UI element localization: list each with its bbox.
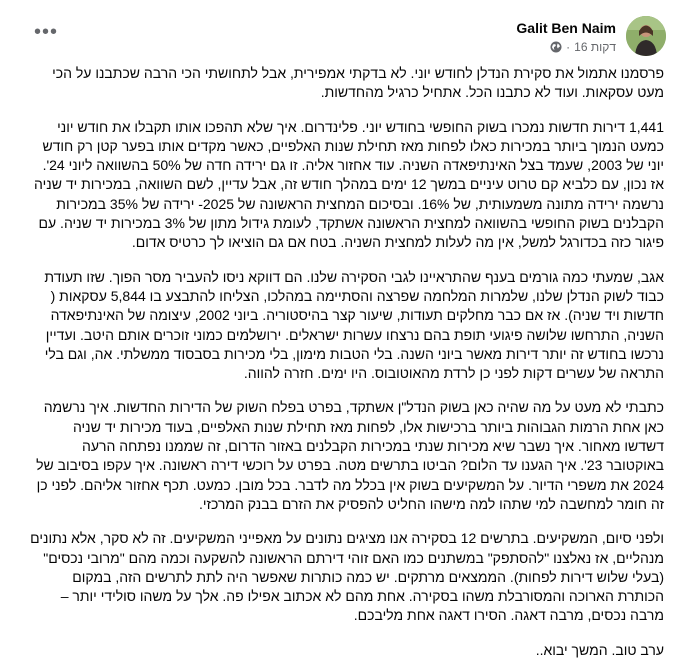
post-paragraph: פרסמנו אתמול את סקירת הנדלן לחודש יוני. לא בדקתי אמפירית, אבל לתחושתי הכי הרבה שכתבנו על הכי מעט עסקאות. ועוד לא כתבנו הכל. אתחיל כרגיל מהחדשות.: [52, 65, 664, 101]
more-options-button[interactable]: [28, 20, 64, 44]
globe-icon[interactable]: [550, 41, 562, 53]
more-horizontal-icon: •••: [33, 20, 58, 43]
post-body: [14, 64, 680, 660]
post-paragraph: ערב טוב. המשך יבוא..: [535, 641, 664, 658]
post-paragraph: ולפני סיום, המשקיעים. בתרשים 12 בסקירה אנו מציגים נתונים על מאפייני המשקיעים. זה לא סקר, אלא נתונים מנהליים, אז נאלצנו "להסתפק" במשתנים כמו האם זוהי דירתם הראשונה להשקעה וכמה מהם "מרובי נכסים" (בעלי שלוש דירות לפחות). הממצאים מרתקים. יש כמה כותרות שאפשר היה לתת לתרשים הזה, במקום הכותרת הארוכה והמסורבלת משהו בסקירה. אחת מהם לא אכתוב אפילו פה. אלך על משהו סולידי יותר – מרבה נכסים, מרבה דאגה. הסירו דאגה אחת מליבכם.: [30, 530, 664, 624]
post-paragraph: אגב, שמעתי כמה גורמים בענף שהתראיינו לגבי הסקירה שלנו. הם דווקא ניסו להעביר מסר הפוך. שזו תעודת כבוד לשוק הנדלן שלנו, שלמרות המלחמה שפרצה והסתיימה במהלכו, הצליחו להתבצע בו 5,844 עסקאות ( חדשות ויד שניה). אז אם כבר מחלקים תעודות, שיעור קצר בהיסטוריה. ביוני 2002, עיצומה של האינתיפאדה השניה, התרחשו שלושה פיגועי תופת בהם נרצחו עשרות ישראלים. ירושלמים כמוני זוכרים אותם היטב. ועדיין נרכשו בחודש זה יותר דירות מאשר ביוני השנה. בלי הטבות מימון, בלי מכירות בסבסוד ממשלתי. אה, וגם בלי התראה של עשרים דקות לפני כן לרדת מהאוטובוס. היו ימים. חזרה להווה.: [44, 268, 664, 382]
author-avatar[interactable]: [626, 16, 666, 56]
post-header: [14, 16, 680, 64]
author-name[interactable]: Galit Ben Naim: [516, 20, 616, 36]
post-paragraph: 1,441 דירות חדשות נמכרו בשוק החופשי בחודש יוני. פלינדרום. איך שלא תהפכו אותו תקבלו את חודש יוני כמעט הנמוך ביותר במכירות כאלו לפחות מאז תחילת שנות האלפיים, כאשר מקדים אותו בפער קטן רק חודש יוני של 2003, שעמד בצל האינתיפאדה השניה. עוד אחזור אליה. זו גם ירידה חדה של 50% בהשוואה ליוני 24'. אז נכון, עם כלביא קם טרוט עיניים במשך 12 ימים במהלך חודש זה, אבל עדיין, לשם השוואה, במכירות יד שניה נרשמה ירידה מתונה משמעותית, של 16%. ובסיכום המחצית הראשונה של 2025- ירידה של 35% במכירות הקבלנים בשוק החופשי בהשוואה למחצית הראשונה אשתקד, לעומת גידול מתון של 3% במכירות יד שניה. עם פיגור כזה בכדורגל למשל, אין מה לעלות למחצית השניה. בטח אם גם הוציאו לך כרטיס אדום.: [34, 118, 664, 251]
post-time[interactable]: 16 דקות: [574, 40, 616, 54]
post-paragraph: כתבתי לא מעט על מה שהיה כאן בשוק הנדל"ן אשתקד, בפרט בפלח השוק של הדירות החדשות. איך נרשמה כאן אחת הרמות הגבוהות ביותר ברכישות אלו, לפחות מאז תחילת שנות האלפיים, בעוד מכירות יד שניה דשדשו מאחור. איך נשבר שיא מכירות שנתי במכירות הקבלנים באזור הדרום, זה שממנו נפתחה הרעה באוקטובר 23'. איך הגענו עד הלום? הביטו בתרשים מטה. בפרט על רוכשי דירה ראשונה. איך עקפו בסיבוב של 2024 את משפרי הדיור. על המשקיעים בשוק אין בכלל מה לדבר. בכל מובן. כמעט. תכף אחזור אליהם. לפני כן זה חומר למחשבה למי שתהו למה מישהו החליט להפסיק את הזרם בבנק המרכזי.: [36, 399, 664, 512]
meta-separator: ·: [566, 40, 571, 54]
post-meta: [550, 40, 616, 54]
